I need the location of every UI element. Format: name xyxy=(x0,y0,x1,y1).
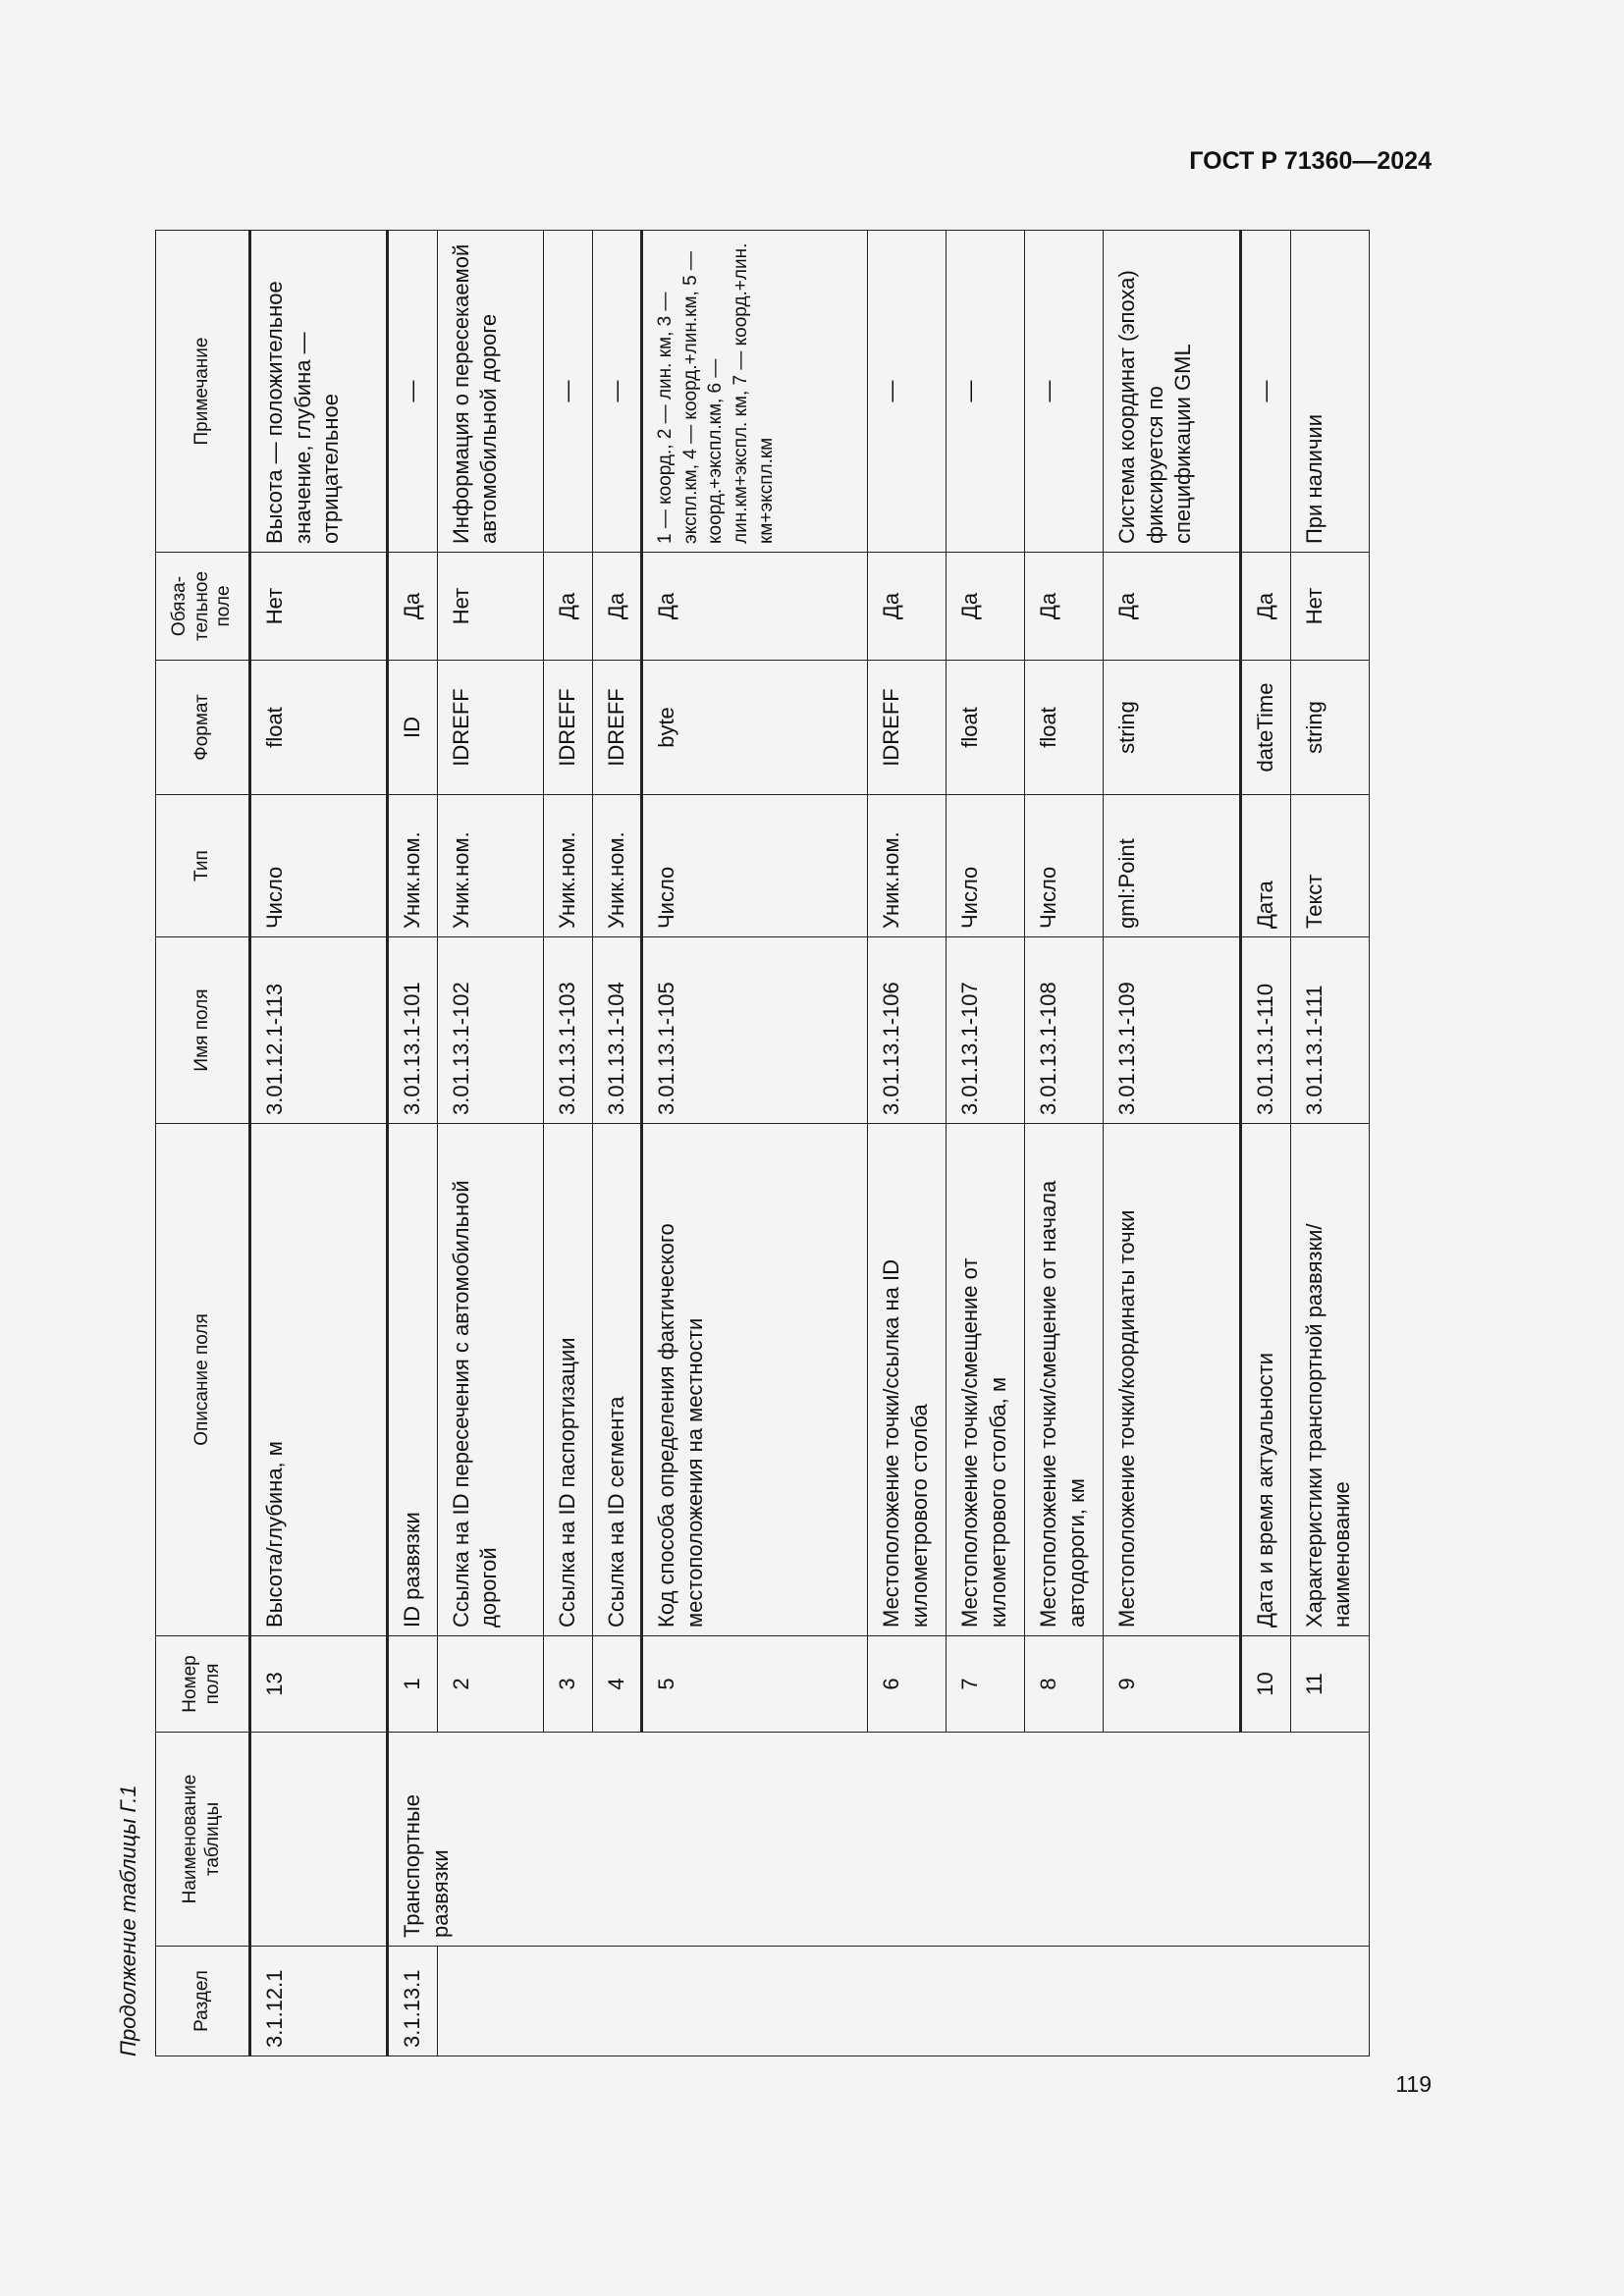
cell-note: — xyxy=(947,231,1025,553)
cell-field-name: 3.01.13.1-102 xyxy=(437,937,543,1124)
cell-section xyxy=(437,1947,1369,2056)
cell-required: Да xyxy=(1104,553,1241,661)
cell-required: Да xyxy=(1241,553,1291,661)
cell-field-name: 3.01.13.1-103 xyxy=(543,937,592,1124)
cell-field-name: 3.01.13.1-104 xyxy=(592,937,642,1124)
cell-section: 3.1.13.1 xyxy=(388,1947,438,2056)
cell-description: Местоположение точки/ссылка на ID километрового столба xyxy=(868,1124,947,1636)
cell-format: IDREFF xyxy=(437,661,543,795)
cell-field-number: 9 xyxy=(1104,1636,1241,1733)
cell-note: Система координат (эпоха) фиксируется по спецификации GML xyxy=(1104,231,1241,553)
cell-description: Ссылка на ID сегмента xyxy=(592,1124,642,1636)
table-row xyxy=(250,231,388,2056)
cell-description: Местоположение точки/координаты точки xyxy=(1104,1124,1241,1636)
cell-format: dateTime xyxy=(1241,661,1291,795)
cell-field-number: 1 xyxy=(388,1636,438,1733)
cell-description: Дата и время актуальности xyxy=(1241,1124,1291,1636)
cell-type: Число xyxy=(642,795,868,937)
cell-note: — xyxy=(868,231,947,553)
page-number: 119 xyxy=(1395,2071,1432,2097)
cell-note: — xyxy=(1025,231,1104,553)
cell-required: Да xyxy=(868,553,947,661)
cell-field-name: 3.01.13.1-106 xyxy=(868,937,947,1124)
cell-table-name xyxy=(250,1733,388,1947)
cell-field-number: 13 xyxy=(250,1636,388,1733)
cell-description: Местоположение точки/смещение от километрового столба, м xyxy=(947,1124,1025,1636)
cell-field-name: 3.01.13.1-110 xyxy=(1241,937,1291,1124)
cell-required: Нет xyxy=(250,553,388,661)
cell-required: Да xyxy=(543,553,592,661)
cell-field-name: 3.01.13.1-109 xyxy=(1104,937,1241,1124)
cell-field-number: 6 xyxy=(868,1636,947,1733)
table-header-row xyxy=(156,231,250,2056)
document-id: ГОСТ Р 71360—2024 xyxy=(1189,147,1432,175)
cell-description: Ссылка на ID пересечения с автомобильной дорогой xyxy=(437,1124,543,1636)
cell-field-name: 3.01.13.1-108 xyxy=(1025,937,1104,1124)
cell-format: IDREFF xyxy=(868,661,947,795)
cell-description: Код способа определения фактического местоположения на местности xyxy=(642,1124,868,1636)
cell-type: Число xyxy=(250,795,388,937)
cell-required: Да xyxy=(1025,553,1104,661)
col-header-format: Формат xyxy=(156,661,250,795)
table-row xyxy=(388,231,438,2056)
cell-type: Число xyxy=(1025,795,1104,937)
cell-section: 3.1.12.1 xyxy=(250,1947,388,2056)
cell-description: Местоположение точки/смещение от начала автодороги, км xyxy=(1025,1124,1104,1636)
cell-type: Число xyxy=(947,795,1025,937)
cell-field-number: 7 xyxy=(947,1636,1025,1733)
cell-field-number: 8 xyxy=(1025,1636,1104,1733)
cell-description: Высота/глубина, м xyxy=(250,1124,388,1636)
col-header-field-number: Номер поля xyxy=(156,1636,250,1733)
cell-note: Информация о пересекаемой автомобильной дороге xyxy=(437,231,543,553)
cell-format: byte xyxy=(642,661,868,795)
cell-format: ID xyxy=(388,661,438,795)
cell-field-number: 4 xyxy=(592,1636,642,1733)
rotated-table-container xyxy=(155,231,1370,2056)
cell-note: — xyxy=(543,231,592,553)
cell-format: string xyxy=(1104,661,1241,795)
cell-field-number: 5 xyxy=(642,1636,868,1733)
cell-type: Уник.ном. xyxy=(437,795,543,937)
cell-field-name: 3.01.13.1-111 xyxy=(1290,937,1369,1124)
col-header-description: Описание поля xyxy=(156,1124,250,1636)
cell-field-number: 11 xyxy=(1290,1636,1369,1733)
col-header-required: Обяза-тельное поле xyxy=(156,553,250,661)
cell-field-name: 3.01.12.1-113 xyxy=(250,937,388,1124)
cell-required: Да xyxy=(388,553,438,661)
cell-description: Ссылка на ID паспортизации xyxy=(543,1124,592,1636)
cell-field-number: 2 xyxy=(437,1636,543,1733)
col-header-type: Тип xyxy=(156,795,250,937)
cell-field-name: 3.01.13.1-105 xyxy=(642,937,868,1124)
col-header-note: Примечание xyxy=(156,231,250,553)
cell-required: Да xyxy=(947,553,1025,661)
col-header-table-name: Наименование таблицы xyxy=(156,1733,250,1947)
cell-description: ID развязки xyxy=(388,1124,438,1636)
cell-type: Уник.ном. xyxy=(543,795,592,937)
col-header-section: Раздел xyxy=(156,1947,250,2056)
cell-format: float xyxy=(1025,661,1104,795)
fields-table xyxy=(155,230,1370,2056)
cell-note: — xyxy=(388,231,438,553)
cell-format: IDREFF xyxy=(543,661,592,795)
cell-type: Текст xyxy=(1290,795,1369,937)
table-caption: Продолжение таблицы Г.1 xyxy=(116,1785,140,2056)
cell-required: Нет xyxy=(437,553,543,661)
cell-format: float xyxy=(947,661,1025,795)
cell-format: float xyxy=(250,661,388,795)
cell-description: Характеристики транспортной развязки/наименование xyxy=(1290,1124,1369,1636)
cell-type: Уник.ном. xyxy=(592,795,642,937)
cell-type: Уник.ном. xyxy=(388,795,438,937)
cell-type: Дата xyxy=(1241,795,1291,937)
cell-table-name: Транспортные развязки xyxy=(388,1733,1370,1947)
cell-note: 1 — коорд., 2 — лин. км, 3 — экспл.км, 4 — коорд.+лин.км, 5 — коорд.+экспл.км, 6 — лин.км+экспл. км, 7 — коорд.+лин. км+экспл.км xyxy=(642,231,868,553)
cell-field-name: 3.01.13.1-107 xyxy=(947,937,1025,1124)
cell-required: Да xyxy=(592,553,642,661)
cell-note: — xyxy=(1241,231,1291,553)
cell-format: string xyxy=(1290,661,1369,795)
cell-field-number: 10 xyxy=(1241,1636,1291,1733)
cell-field-number: 3 xyxy=(543,1636,592,1733)
cell-type: gml:Point xyxy=(1104,795,1241,937)
col-header-field-name: Имя поля xyxy=(156,937,250,1124)
cell-field-name: 3.01.13.1-101 xyxy=(388,937,438,1124)
cell-note: — xyxy=(592,231,642,553)
cell-type: Уник.ном. xyxy=(868,795,947,937)
cell-note: Высота — положительное значение, глубина — отрицательное xyxy=(250,231,388,553)
cell-required: Да xyxy=(642,553,868,661)
cell-format: IDREFF xyxy=(592,661,642,795)
cell-note: При наличии xyxy=(1290,231,1369,553)
cell-required: Нет xyxy=(1290,553,1369,661)
